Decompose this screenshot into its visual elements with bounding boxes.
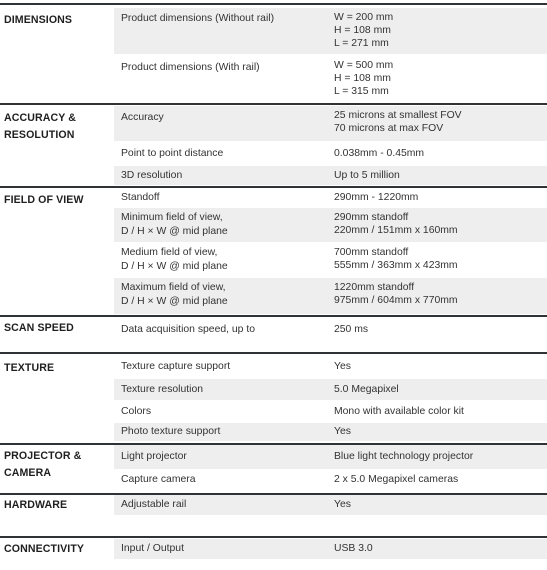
category-line: CAMERA: [4, 467, 52, 479]
spec-value-line: 2 x 5.0 Megapixel cameras: [334, 474, 459, 485]
spec-label: [121, 211, 228, 239]
section-category: [4, 497, 67, 514]
spec-label-line: Minimum field of view,: [121, 212, 223, 223]
section-category: [4, 12, 72, 29]
spec-label-line: Adjustable rail: [121, 499, 187, 510]
spec-label-line: Medium field of view,: [121, 247, 218, 258]
spec-label-line: D / H × W @ mid plane: [121, 261, 228, 272]
spec-value: [334, 323, 368, 336]
spec-value-line: 1220mm standoff: [334, 282, 415, 293]
spec-value-line: H = 108 mm: [334, 25, 391, 36]
spec-row: [114, 8, 547, 54]
spec-label: [121, 147, 223, 161]
spec-label-line: Data acquisition speed, up to: [121, 324, 256, 335]
section-category: [4, 448, 81, 482]
spec-label-line: 3D resolution: [121, 170, 183, 181]
spec-label: [121, 360, 230, 374]
spec-label: [121, 281, 228, 309]
spec-value-line: 290mm - 1220mm: [334, 192, 419, 203]
spec-label-line: D / H × W @ mid plane: [121, 296, 228, 307]
section-divider: [0, 352, 547, 354]
spec-row: [114, 166, 547, 185]
category-line: FIELD OF VIEW: [4, 194, 84, 206]
spec-row: [114, 469, 547, 490]
spec-label: [121, 542, 184, 556]
spec-row: [114, 188, 547, 207]
spec-value-line: Mono with available color kit: [334, 406, 464, 417]
spec-value: [334, 383, 399, 396]
spec-label-line: Product dimensions (With rail): [121, 62, 260, 73]
spec-label-line: Accuracy: [121, 112, 164, 123]
spec-label-line: Maximum field of view,: [121, 282, 226, 293]
spec-label: [121, 405, 151, 419]
spec-label-line: Colors: [121, 406, 152, 417]
spec-value-line: USB 3.0: [334, 543, 373, 554]
spec-value: [334, 246, 458, 272]
section-category: [4, 320, 74, 337]
spec-value-line: 5.0 Megapixel: [334, 384, 399, 395]
spec-label: [121, 12, 274, 26]
category-line: SCAN SPEED: [4, 322, 74, 334]
spec-value-line: 25 microns at smallest FOV: [334, 110, 462, 121]
spec-label-line: Capture camera: [121, 474, 196, 485]
category-line: PROJECTOR &: [4, 450, 82, 462]
spec-value: [334, 59, 393, 98]
spec-row: [114, 400, 547, 423]
spec-value-line: 250 ms: [334, 324, 369, 335]
section-category: [4, 192, 84, 209]
section-category: [4, 541, 84, 558]
spec-value: [334, 450, 473, 463]
spec-row: [114, 495, 547, 515]
spec-value: [334, 109, 462, 135]
spec-row: [114, 539, 547, 559]
spec-label-line: Light projector: [121, 451, 187, 462]
spec-value: [334, 425, 351, 438]
category-line: DIMENSIONS: [4, 14, 73, 26]
category-line: ACCURACY &: [4, 112, 77, 124]
spec-row: [114, 423, 547, 441]
category-line: CONNECTIVITY: [4, 543, 85, 555]
spec-row: [114, 445, 547, 469]
spec-value-line: 220mm / 151mm x 160mm: [334, 225, 458, 236]
spec-label: [121, 473, 196, 487]
spec-label: [121, 191, 160, 205]
spec-value-line: 700mm standoff: [334, 247, 409, 258]
spec-value: [334, 498, 351, 511]
spec-row: [114, 379, 547, 400]
spec-value-line: 555mm / 363mm x 423mm: [334, 260, 458, 271]
spec-value-line: Yes: [334, 361, 351, 372]
spec-label: [121, 425, 220, 439]
spec-value: [334, 281, 458, 307]
spec-label: [121, 383, 203, 397]
category-line: TEXTURE: [4, 362, 55, 374]
spec-row: [114, 141, 547, 166]
spec-row: [114, 317, 547, 342]
spec-row: [114, 208, 547, 242]
spec-row: [114, 106, 547, 141]
spec-value-line: Yes: [334, 426, 351, 437]
spec-value-line: Up to 5 million: [334, 170, 400, 181]
spec-value-line: H = 108 mm: [334, 73, 391, 84]
spec-value-line: W = 200 mm: [334, 12, 394, 23]
spec-value-line: 290mm standoff: [334, 212, 409, 223]
spec-row: [114, 355, 547, 379]
spec-value-line: Blue light technology projector: [334, 451, 474, 462]
spec-label: [121, 61, 260, 75]
spec-value-line: 975mm / 604mm x 770mm: [334, 295, 458, 306]
spec-value-line: 0.038mm - 0.45mm: [334, 148, 425, 159]
spec-value-line: W = 500 mm: [334, 60, 394, 71]
section-category: [4, 110, 76, 144]
spec-value-line: L = 315 mm: [334, 86, 389, 97]
section-category: [4, 360, 54, 377]
section-divider: [0, 3, 547, 5]
spec-label-line: Standoff: [121, 192, 160, 203]
spec-label-line: Product dimensions (Without rail): [121, 13, 275, 24]
spec-value: [334, 211, 458, 237]
category-line: HARDWARE: [4, 499, 68, 511]
spec-row: [114, 243, 547, 277]
spec-label-line: Point to point distance: [121, 148, 224, 159]
spec-value: [334, 147, 424, 160]
spec-value: [334, 11, 393, 50]
spec-value-line: L = 271 mm: [334, 38, 389, 49]
spec-label-line: Texture resolution: [121, 384, 204, 395]
spec-value: [334, 542, 373, 555]
spec-label-line: Texture capture support: [121, 361, 231, 372]
spec-value: [334, 405, 464, 418]
spec-value-line: Yes: [334, 499, 351, 510]
section-divider: [0, 536, 547, 538]
spec-label: [121, 169, 182, 183]
spec-value: [334, 191, 418, 204]
spec-label: [121, 111, 164, 125]
spec-value-line: 70 microns at max FOV: [334, 123, 444, 134]
spec-value: [334, 169, 400, 182]
spec-label-line: Photo texture support: [121, 426, 221, 437]
spec-label-line: Input / Output: [121, 543, 184, 554]
spec-label: [121, 323, 255, 337]
spec-value: [334, 473, 458, 486]
spec-row: [114, 56, 547, 104]
category-line: RESOLUTION: [4, 129, 75, 141]
spec-row: [114, 278, 547, 314]
spec-label-line: D / H × W @ mid plane: [121, 226, 228, 237]
spec-label: [121, 498, 186, 512]
spec-value: [334, 360, 351, 373]
spec-label: [121, 450, 187, 464]
spec-label: [121, 246, 228, 274]
